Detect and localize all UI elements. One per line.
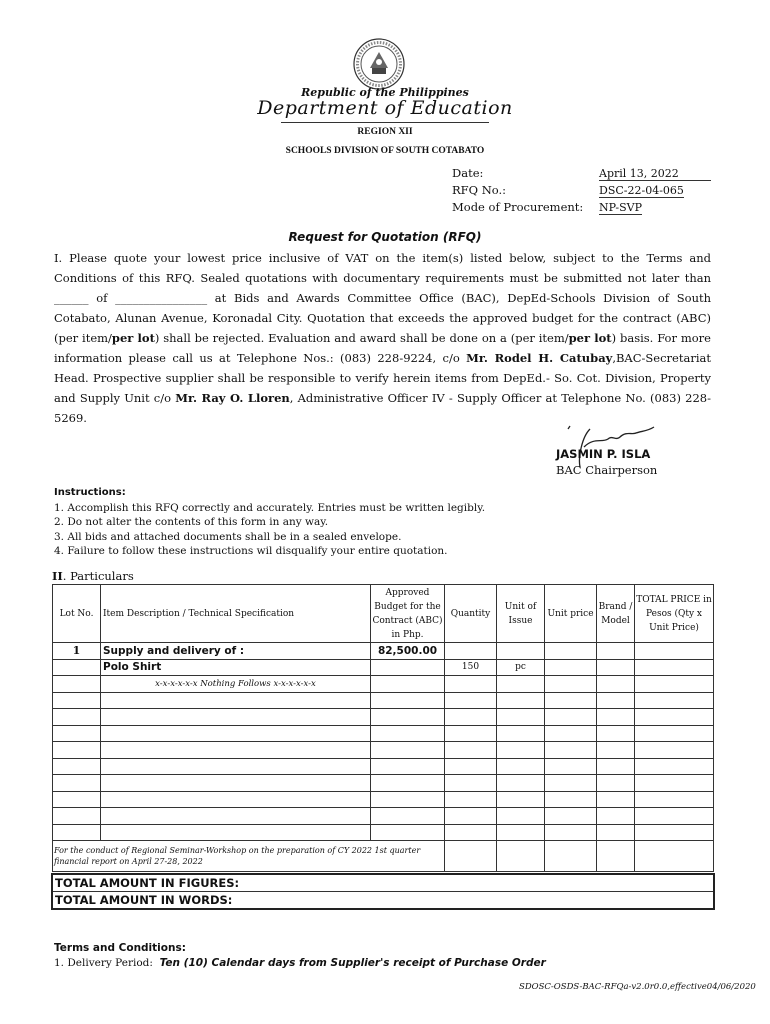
particulars-table bbox=[52, 584, 714, 872]
terms-item: 1. Delivery Period: Ten (10) Calendar days from Supplier's receipt of Purchase Order bbox=[54, 957, 546, 969]
heading-divider bbox=[281, 122, 489, 123]
mode-value: NP-SVP bbox=[599, 201, 643, 214]
instruction-item: 3. All bids and attached documents shall be in a sealed envelope. bbox=[54, 530, 402, 543]
particulars-heading: II. Particulars bbox=[52, 569, 134, 583]
table-row bbox=[53, 709, 714, 726]
region-heading: REGION XII bbox=[357, 127, 413, 137]
header-unit: Unit of Issue bbox=[497, 585, 545, 643]
total-words-label: TOTAL AMOUNT IN WORDS: bbox=[53, 891, 713, 908]
cell-description: Supply and delivery of : bbox=[101, 643, 371, 660]
purpose-note: For the conduct of Regional Seminar-Workshop on the preparation of CY 2022 1st quarter financial report on April 27-28, 2022 bbox=[53, 841, 445, 872]
table-note-row bbox=[53, 841, 714, 872]
header-lot: Lot No. bbox=[53, 585, 101, 643]
table-row bbox=[53, 659, 714, 676]
header-brand: Brand / Model bbox=[597, 585, 635, 643]
instruction-item: 2. Do not alter the contents of this form in any way. bbox=[54, 516, 329, 528]
rfq-paragraph: I. Please quote your lowest price inclusive of VAT on the item(s) listed below, subject to the Terms and Conditions of this RFQ. Sealed quotations with documentary requirements must be submitted not later than ______ of ________________ at Bids and Awards Committee Office (BAC), DepEd-Schools Division of South Cotabato, Alunan Avenue, Koronadal City. Quotation that exceeds the approved budget for the contract (ABC) (per item/per lot) shall be rejected. Evaluation and award shall be done on a (per item/per lot) basis. For more information please call us at Telephone Nos.: (083) 228-9224, c/o Mr. Rodel H. Catubay,BAC-Secretariat Head. Prospective supplier shall be responsible to verify herein items from DepEd.- So. Cot. Division, Property and Supply Unit c/o Mr. Ray O. Lloren, Administrative Officer IV - Supply Officer at Telephone No. (083) 228-5269. bbox=[54, 251, 711, 425]
total-figures-label: TOTAL AMOUNT IN FIGURES: bbox=[55, 876, 240, 890]
instruction-item: 1. Accomplish this RFQ correctly and accurately. Entries must be written legibly. bbox=[54, 501, 486, 514]
form-code-footer: SDOSC-OSDS-BAC-RFQa-v2.0r0.0,effective04/06/2020 bbox=[519, 982, 756, 992]
instructions bbox=[54, 486, 485, 559]
cell-description: Polo Shirt bbox=[101, 659, 371, 676]
cell-unit: pc bbox=[497, 659, 545, 676]
republic-heading: Republic of the Philippines bbox=[301, 86, 469, 99]
signatory-name: JASMIN P. ISLA bbox=[556, 447, 651, 461]
deped-seal-icon bbox=[353, 38, 405, 90]
header-total: TOTAL PRICE in Pesos (Qty x Unit Price) bbox=[635, 585, 714, 643]
signatory-title: BAC Chairperson bbox=[556, 463, 658, 477]
rfq-no-label: RFQ No.: bbox=[452, 183, 507, 197]
cell-lot: 1 bbox=[53, 643, 101, 660]
cell-abc: 82,500.00 bbox=[371, 643, 445, 660]
table-row bbox=[53, 775, 714, 792]
rfq-no-value: DSC-22-04-065 bbox=[599, 184, 684, 197]
mode-label: Mode of Procurement: bbox=[452, 200, 584, 214]
instructions-title: Instructions: bbox=[54, 487, 126, 498]
header-description: Item Description / Technical Specification bbox=[101, 585, 371, 643]
division-heading: SCHOOLS DIVISION OF SOUTH COTABATO bbox=[285, 146, 485, 156]
table-row bbox=[53, 824, 714, 841]
table-row bbox=[53, 742, 714, 759]
table-row bbox=[53, 676, 714, 693]
totals-box bbox=[51, 873, 715, 910]
table-row bbox=[53, 791, 714, 808]
instruction-item: 4. Failure to follow these instructions wil disqualify your entire quotation. bbox=[54, 545, 448, 557]
table-row bbox=[53, 692, 714, 709]
header-quantity: Quantity bbox=[445, 585, 497, 643]
header-unit-price: Unit price bbox=[545, 585, 597, 643]
terms-title: Terms and Conditions: bbox=[54, 942, 186, 954]
table-row bbox=[53, 758, 714, 775]
date-label: Date: bbox=[452, 166, 484, 180]
header-abc: Approved Budget for the Contract (ABC) in Php. bbox=[371, 585, 445, 643]
department-heading: Department of Education bbox=[257, 97, 513, 119]
date-value: April 13, 2022 bbox=[599, 167, 711, 181]
table-header-row bbox=[53, 585, 714, 643]
nothing-follows: x-x-x-x-x-x Nothing Follows x-x-x-x-x-x bbox=[101, 676, 371, 693]
table-row bbox=[53, 725, 714, 742]
table-row bbox=[53, 643, 714, 660]
cell-quantity: 150 bbox=[445, 659, 497, 676]
rfq-title: Request for Quotation (RFQ) bbox=[288, 230, 482, 244]
table-row bbox=[53, 808, 714, 825]
